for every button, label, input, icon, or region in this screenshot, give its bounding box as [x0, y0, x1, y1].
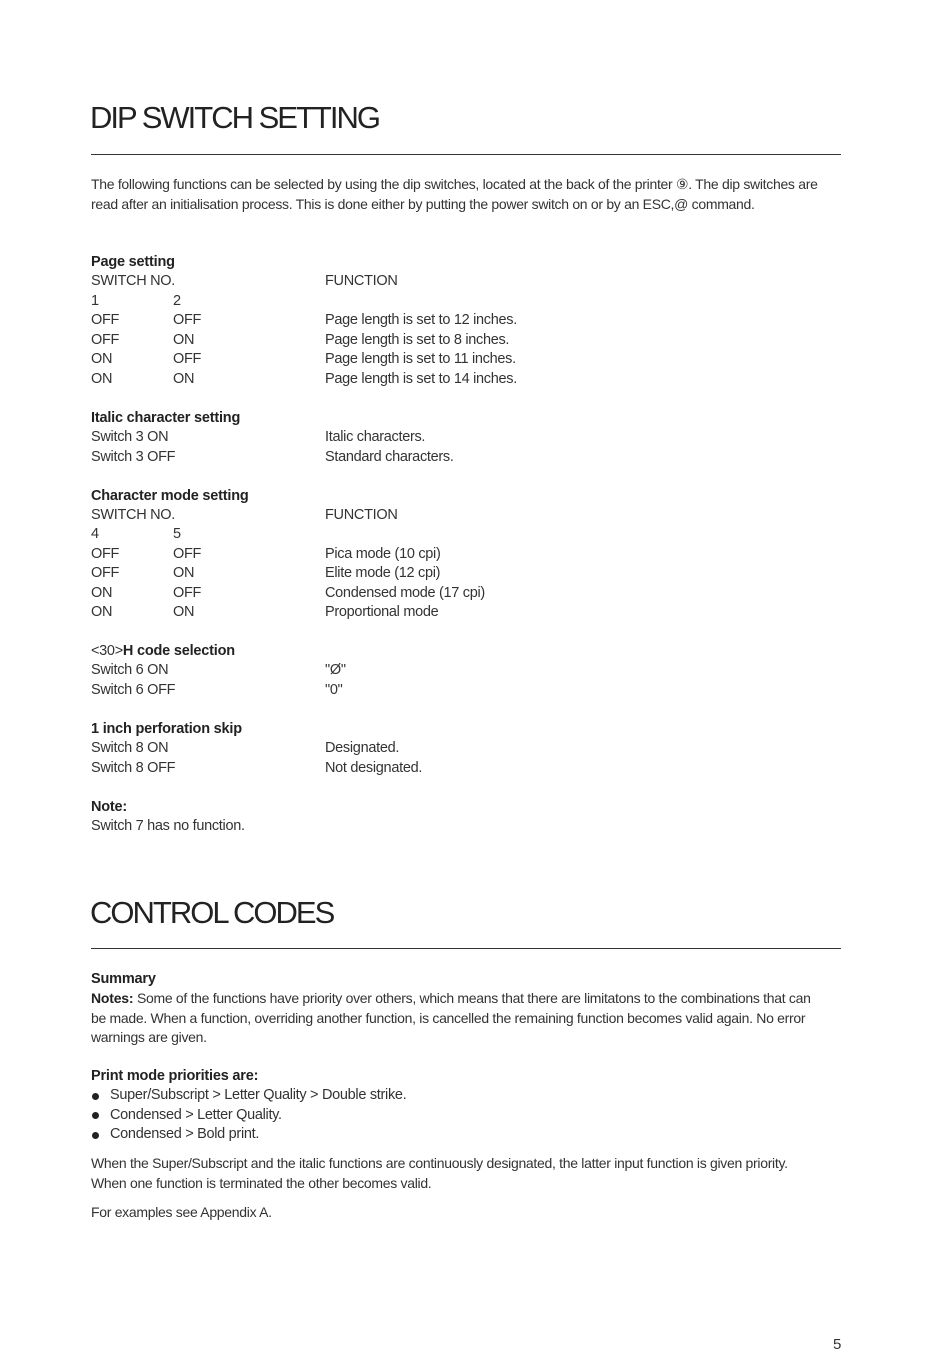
bullet-dot — [92, 1132, 99, 1139]
function-label: FUNCTION — [325, 273, 398, 289]
summary-heading: Summary — [91, 971, 156, 987]
title-rule — [91, 948, 841, 949]
table-cell-function: Elite mode (12 cpi) — [325, 565, 441, 581]
function-text: Italic characters. — [325, 429, 426, 445]
bullet-dot — [92, 1112, 99, 1119]
function-label: FUNCTION — [325, 507, 398, 523]
switch-col-a: 4 — [91, 526, 99, 542]
function-text: Not designated. — [325, 760, 423, 776]
table-cell-switch-b: OFF — [173, 312, 202, 328]
section-title-control-codes: CONTROL CODES — [90, 895, 334, 930]
switch-label: Switch 6 ON — [91, 662, 169, 678]
table-cell-switch-a: ON — [91, 585, 113, 601]
title-rule — [91, 154, 841, 155]
table-cell-switch-b: OFF — [173, 546, 202, 562]
table-cell-switch-a: ON — [91, 604, 113, 620]
switch-no-label: SWITCH NO. — [91, 273, 175, 289]
table-cell-function: Page length is set to 11 inches. — [325, 351, 516, 367]
switch-label: Switch 3 OFF — [91, 449, 176, 465]
table-cell-switch-a: ON — [91, 371, 113, 387]
list-item: Condensed > Letter Quality. — [110, 1107, 282, 1123]
table-cell-switch-b: ON — [173, 565, 195, 581]
list-item: Condensed > Bold print. — [110, 1126, 260, 1142]
switch-col-b: 2 — [173, 293, 181, 309]
table-cell-switch-a: OFF — [91, 546, 120, 562]
priority-paragraph: When the Super/Subscript and the italic functions are continuously designated, the latter input function is given priority. When one function is terminated the other becomes valid. — [91, 1155, 788, 1191]
code30-heading-text: H code selection — [122, 643, 235, 659]
table-cell-switch-b: ON — [173, 371, 195, 387]
switch-col-a: 1 — [91, 293, 99, 309]
switch-col-b: 5 — [173, 526, 181, 542]
table-cell-switch-b: ON — [173, 332, 195, 348]
table-cell-function: Page length is set to 14 inches. — [325, 371, 517, 387]
table-cell-function: Page length is set to 12 inches. — [325, 312, 517, 328]
list-item: Super/Subscript > Letter Quality > Double strike. — [110, 1087, 407, 1103]
function-text: "Ø" — [325, 662, 346, 678]
intro-paragraph: The following functions can be selected by using the dip switches, located at the back of the printer ⑨. The dip switches are read after an initialisation process. This is done either by putting the power switch on or by an ESC,@ command. — [91, 176, 818, 212]
switch-label: Switch 8 ON — [91, 740, 169, 756]
page-number: 5 — [833, 1336, 842, 1353]
switch-label: Switch 3 ON — [91, 429, 169, 445]
table-cell-function: Condensed mode (17 cpi) — [325, 585, 485, 601]
notes-paragraph — [91, 989, 826, 1048]
switch-label: Switch 8 OFF — [91, 760, 176, 776]
section-title-dip-switch: DIP SWITCH SETTING — [90, 100, 379, 135]
table-cell-function: Page length is set to 8 inches. — [325, 332, 510, 348]
character-mode-heading: Character mode setting — [91, 488, 249, 504]
note-text: Switch 7 has no function. — [91, 818, 245, 834]
notes-label: Notes: — [91, 990, 134, 1006]
table-cell-switch-a: OFF — [91, 332, 120, 348]
page-setting-heading: Page setting — [91, 254, 175, 270]
perforation-heading: 1 inch perforation skip — [91, 721, 242, 737]
table-cell-switch-a: OFF — [91, 312, 120, 328]
function-text: Standard characters. — [325, 449, 454, 465]
switch-label: Switch 6 OFF — [91, 682, 176, 698]
table-cell-function: Pica mode (10 cpi) — [325, 546, 441, 562]
table-cell-switch-b: OFF — [173, 585, 202, 601]
table-cell-switch-a: ON — [91, 351, 113, 367]
note-heading: Note: — [91, 799, 128, 815]
appendix-reference: For examples see Appendix A. — [91, 1204, 272, 1220]
notes-text: Some of the functions have priority over others, which means that there are limitatons to the combinations that can be made. When a function, overriding another function, is cancelled the remaining function becomes valid again. No error warnings are given. — [91, 990, 811, 1045]
table-cell-switch-a: OFF — [91, 565, 120, 581]
priorities-heading: Print mode priorities are: — [91, 1068, 259, 1084]
italic-setting-heading: Italic character setting — [91, 410, 241, 426]
function-text: Designated. — [325, 740, 400, 756]
table-cell-switch-b: ON — [173, 604, 195, 620]
code30-heading — [91, 642, 235, 662]
function-text: "0" — [325, 682, 343, 698]
table-cell-switch-b: OFF — [173, 351, 202, 367]
code30-heading-prefix: <30> — [91, 643, 123, 659]
bullet-dot — [92, 1093, 99, 1100]
table-cell-function: Proportional mode — [325, 604, 439, 620]
switch-no-label: SWITCH NO. — [91, 507, 175, 523]
